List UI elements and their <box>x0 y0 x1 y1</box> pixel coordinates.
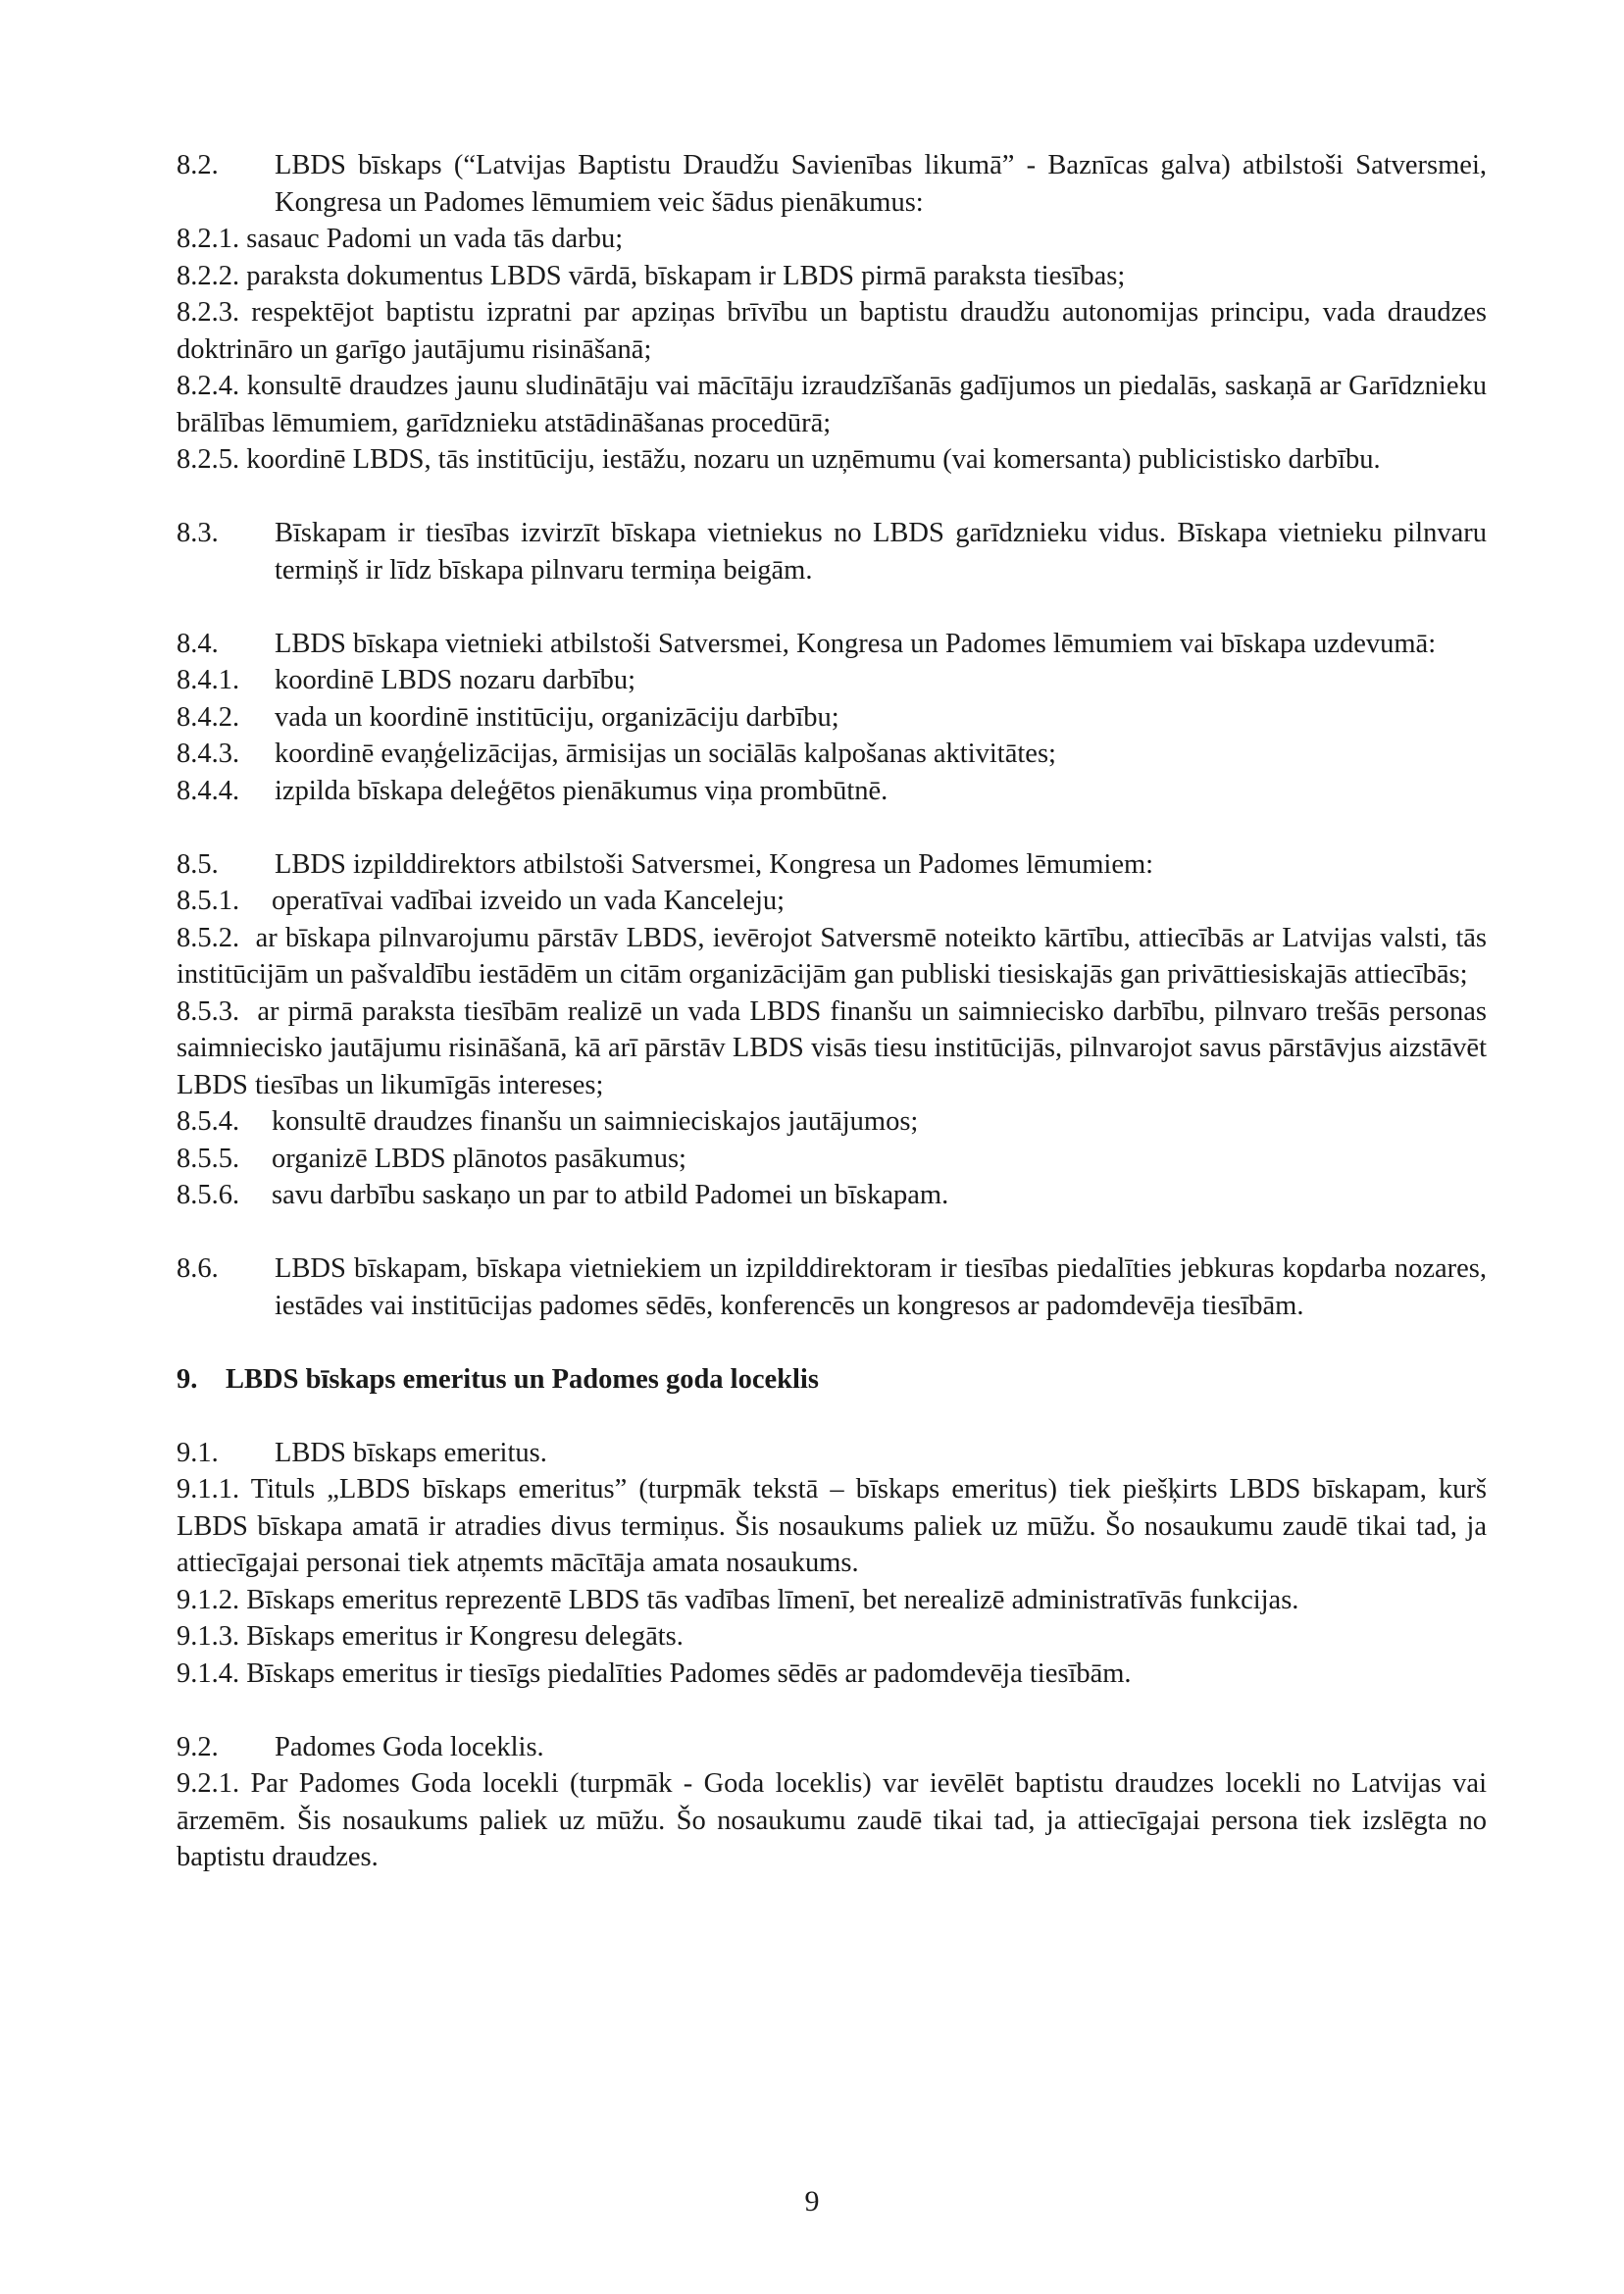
section-text: LBDS bīskaps emeritus. <box>275 1437 547 1468</box>
section-number: 9.1. <box>177 1437 219 1468</box>
item-number: 8.5.5. <box>177 1143 240 1174</box>
list-item-8-4-3 <box>177 736 1487 773</box>
list-item-8-5-3 <box>177 994 1487 1104</box>
section-8-2 <box>177 147 1487 221</box>
list-item-8-2-4: 8.2.4. konsultē draudzes jaunu sludinātāju vai mācītāju izraudzīšanās gadījumos un piedalās, saskaņā ar Garīdznieku brālības lēmumiem, garīdznieku atstādināšanas procedūrā; <box>177 371 1487 438</box>
heading-number: 9. <box>177 1363 198 1395</box>
item-text: konsultē draudzes finanšu un saimnieciskajos jautājumos; <box>272 1106 919 1137</box>
item-text: koordinē LBDS nozaru darbību; <box>275 665 636 695</box>
list-item-8-5-1 <box>177 883 1487 920</box>
section-8-5 <box>177 846 1487 884</box>
heading-text: LBDS bīskaps emeritus un Padomes goda loceklis <box>226 1363 819 1395</box>
item-text: savu darbību saskaņo un par to atbild Padomei un bīskapam. <box>272 1180 949 1210</box>
item-number: 8.4.3. <box>177 739 240 769</box>
item-text: ar pirmā paraksta tiesībām realizē un vada LBDS finanšu un saimniecisko darbību, pilnvaro trešās personas saimniecisko jautājumu risināšanā, kā arī pārstāv LBDS visās tiesu institūcijās, pilnvarojot savus pārstāvjus aizstāvēt LBDS tiesības un likumīgās intereses; <box>177 995 1488 1100</box>
item-text: ar bīskapa pilnvarojumu pārstāv LBDS, ievērojot Satversmē noteikto kārtību, attiecībās ar Latvijas valsti, tās institūcijām un pašvaldību iestādēm un citām organizācijām gan publiski tiesiskajās gan privāttiesiskajās attiecībās; <box>177 922 1487 990</box>
item-number: 8.5.3. <box>177 995 240 1027</box>
list-item-9-1-2: 9.1.2. Bīskaps emeritus reprezentē LBDS tās vadības līmenī, bet nerealizē administratīvās funkcijas. <box>177 1584 1299 1615</box>
item-text: organizē LBDS plānotos pasākumus; <box>272 1143 686 1174</box>
list-item-8-4-2 <box>177 699 1487 737</box>
item-number: 8.5.6. <box>177 1180 240 1210</box>
list-item-9-1-3: 9.1.3. Bīskaps emeritus ir Kongresu delegāts. <box>177 1621 684 1652</box>
item-text: izpilda bīskapa deleģētos pienākumus viņa prombūtnē. <box>275 775 888 806</box>
section-text: LBDS bīskaps (“Latvijas Baptistu Draudžu Savienības likumā” - Baznīcas galva) atbilstoši Satversmei, Kongresa un Padomes lēmumiem veic šādus pienākumus: <box>275 150 1487 218</box>
page-number: 9 <box>804 2185 820 2218</box>
section-number: 8.2. <box>177 150 219 180</box>
item-text: operatīvai vadībai izveido un vada Kanceleju; <box>272 886 786 916</box>
section-number: 9.2. <box>177 1731 219 1762</box>
list-item-8-4-4 <box>177 773 1487 810</box>
item-text: vada un koordinē institūciju, organizāciju darbību; <box>275 701 839 733</box>
section-number: 8.3. <box>177 518 219 548</box>
section-9-1 <box>177 1435 1487 1472</box>
item-number: 8.4.4. <box>177 775 240 806</box>
list-item-8-5-2 <box>177 920 1487 994</box>
item-number: 8.5.1. <box>177 886 240 916</box>
section-text: LBDS bīskapam, bīskapa vietniekiem un izpilddirektoram ir tiesības piedalīties jebkuras kopdarba nozares, iestādes vai institūcijas padomes sēdēs, konferencēs un kongresos ar padomdevēja tiesībām. <box>275 1253 1487 1321</box>
list-item-8-5-6 <box>177 1177 1487 1214</box>
item-number: 8.5.2. <box>177 922 240 953</box>
section-number: 8.5. <box>177 848 219 880</box>
section-8-6 <box>177 1250 1487 1324</box>
list-item-9-1-1: 9.1.1. Tituls „LBDS bīskaps emeritus” (turpmāk tekstā – bīskaps emeritus) tiek piešķirts LBDS bīskapam, kurš LBDS bīskapa amatā ir atradies divus termiņus. Šis nosaukums paliek uz mūžu. Šo nosaukumu zaudē tikai tad, ja attiecīgajai personai tiek atņemts mācītāja amata nosaukums. <box>177 1474 1487 1578</box>
item-number: 8.4.2. <box>177 701 240 733</box>
section-text: Bīskapam ir tiesības izvirzīt bīskapa vietniekus no LBDS garīdznieku vidus. Bīskapa vietnieku pilnvaru termiņš ir līdz bīskapa pilnvaru termiņa beigām. <box>275 518 1487 586</box>
list-item-8-5-5 <box>177 1141 1487 1178</box>
section-heading-9 <box>177 1361 1487 1399</box>
list-item-8-2-3: 8.2.3. respektējot baptistu izpratni par apziņas brīvību un baptistu draudžu autonomijas principu, vada draudzes doktrināro un garīgo jautājumu risināšanā; <box>177 297 1487 365</box>
document-body <box>177 147 1487 1876</box>
list-item-8-2-2: 8.2.2. paraksta dokumentus LBDS vārdā, bīskapam ir LBDS pirmā paraksta tiesības; <box>177 260 1126 291</box>
list-item-9-1-4: 9.1.4. Bīskaps emeritus ir tiesīgs piedalīties Padomes sēdēs ar padomdevēja tiesībām. <box>177 1657 1132 1689</box>
section-number: 8.4. <box>177 628 219 659</box>
list-item-9-2-1: 9.2.1. Par Padomes Goda locekli (turpmāk - Goda loceklis) var ievēlēt baptistu draudzes locekli no Latvijas vai ārzemēm. Šis nosaukums paliek uz mūžu. Šo nosaukumu zaudē tikai tad, ja attiecīgajai persona tiek izslēgta no baptistu draudzes. <box>177 1768 1487 1872</box>
item-number: 8.4.1. <box>177 665 240 695</box>
list-item-8-5-4 <box>177 1103 1487 1141</box>
list-item-8-2-1: 8.2.1. sasauc Padomi un vada tās darbu; <box>177 224 624 254</box>
section-8-4 <box>177 626 1487 663</box>
section-8-3 <box>177 515 1487 588</box>
section-text: Padomes Goda loceklis. <box>275 1731 544 1762</box>
section-text: LBDS izpilddirektors atbilstoši Satversmei, Kongresa un Padomes lēmumiem: <box>275 848 1154 880</box>
section-number: 8.6. <box>177 1253 219 1284</box>
item-number: 8.5.4. <box>177 1106 240 1137</box>
item-text: koordinē evaņģelizācijas, ārmisijas un sociālās kalpošanas aktivitātes; <box>275 739 1056 769</box>
list-item-8-4-1 <box>177 662 1487 699</box>
section-9-2 <box>177 1729 1487 1766</box>
section-text: LBDS bīskapa vietnieki atbilstoši Satversmei, Kongresa un Padomes lēmumiem vai bīskapa uzdevumā: <box>275 628 1437 659</box>
list-item-8-2-5: 8.2.5. koordinē LBDS, tās institūciju, iestāžu, nozaru un uzņēmumu (vai komersanta) publicistisko darbību. <box>177 444 1381 475</box>
